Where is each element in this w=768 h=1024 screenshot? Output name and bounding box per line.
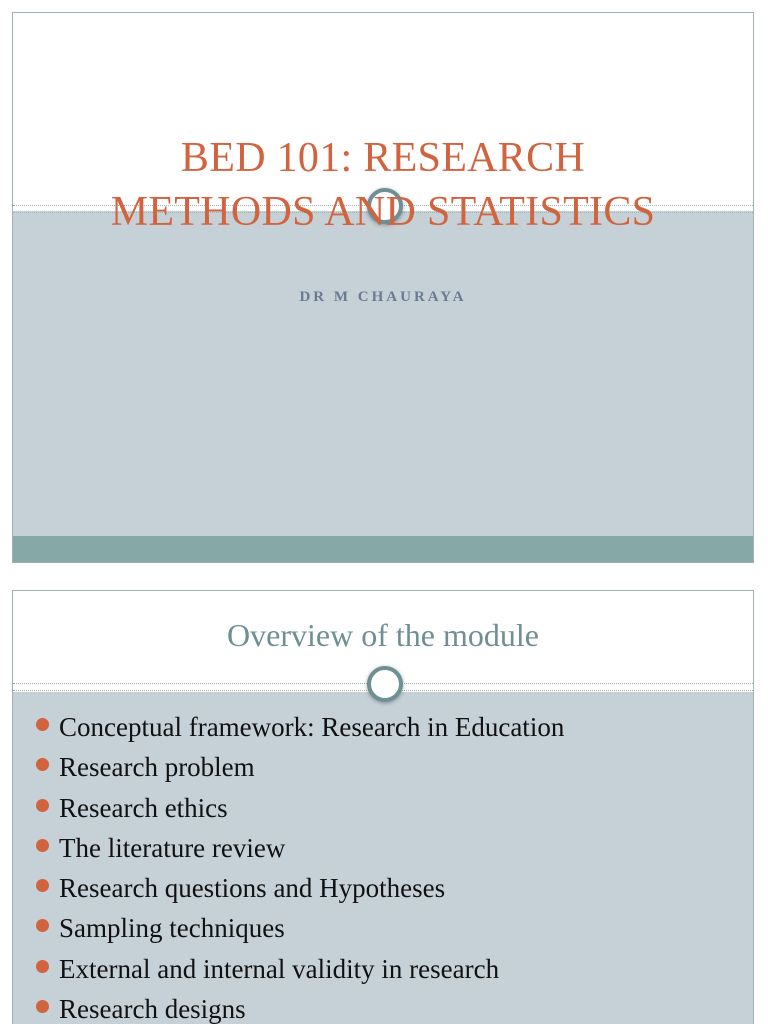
list-item [35,747,564,787]
bullet-dot-icon [36,960,49,973]
list-item-text: Research problem [59,752,255,783]
list-item-text: The literature review [59,832,286,863]
bullet-dot-icon [36,718,49,731]
list-item-text: External and internal validity in research [59,953,500,984]
bullet-list [35,707,564,1024]
list-item [35,828,564,868]
bullet-dot-icon [36,879,49,892]
overview-slide [12,590,754,1024]
bullet-dot-icon [36,839,49,852]
list-item-text: Sampling techniques [59,913,285,944]
slide-content-background [13,211,753,562]
footer-bar [13,536,753,562]
list-item [35,707,564,747]
list-item-text: Research designs [59,994,246,1024]
bullet-dot-icon [36,1000,49,1013]
title-line-1: BED 101: RESEARCH [180,135,586,181]
list-item-text: Research ethics [59,792,228,823]
bullet-dot-icon [36,919,49,932]
list-item-text: Research questions and Hypotheses [59,873,446,904]
list-item-text: Conceptual framework: Research in Education [59,712,565,742]
list-item [35,788,564,828]
list-item [35,908,564,948]
slide-heading: Overview of the module [227,617,539,653]
circle-ornament-icon [367,666,403,702]
bullet-dot-icon [36,799,49,812]
title-slide [12,12,754,563]
bullet-dot-icon [36,758,49,771]
list-item [35,949,564,989]
slide-title [13,131,753,239]
list-item [35,868,564,908]
slide-subtitle: DR M CHAURAYA [299,289,467,305]
title-line-2: METHODS AND STATISTICS [110,189,656,235]
list-item [35,989,564,1024]
